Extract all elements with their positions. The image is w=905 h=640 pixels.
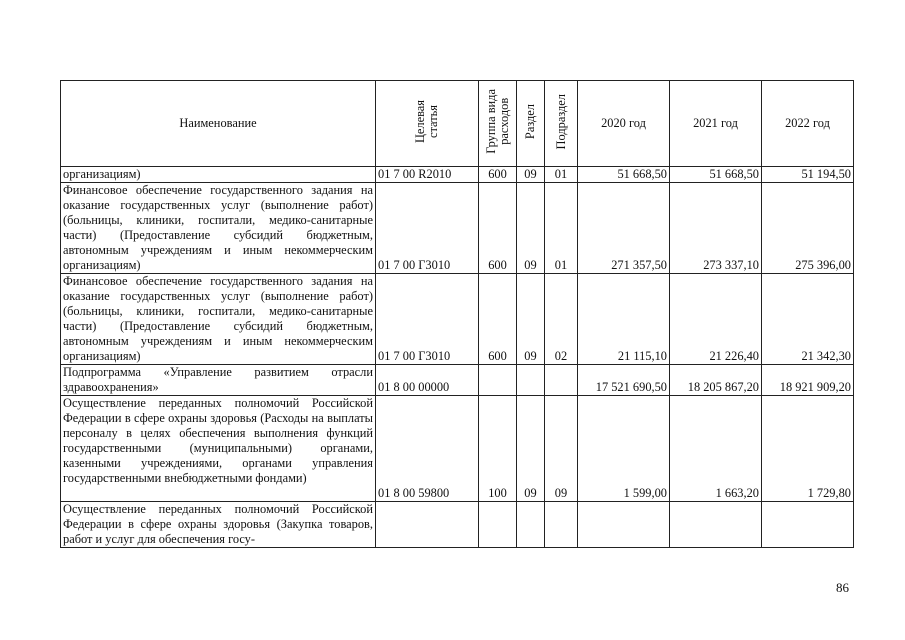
row-2022-value: 275 396,00: [795, 258, 851, 272]
row-2021: [670, 365, 762, 396]
table-row: [61, 274, 854, 365]
row-2020-value: 1 599,00: [623, 486, 667, 500]
row-target-code-value: 01 7 00 Г3010: [378, 349, 451, 363]
row-2022: [762, 502, 854, 548]
row-2021: [670, 183, 762, 274]
row-section: [517, 396, 545, 502]
row-2020-value: 17 521 690,50: [595, 380, 667, 394]
table-row: [61, 365, 854, 396]
row-2021-value: 273 337,10: [703, 258, 759, 272]
row-target-code: [376, 502, 479, 548]
row-expense-group-value: 600: [488, 349, 507, 363]
row-target-code-value: 01 7 00 Г3010: [378, 258, 451, 272]
table-row: [61, 396, 854, 502]
row-expense-group: [479, 183, 517, 274]
row-2020: [578, 274, 670, 365]
row-section-value: 09: [524, 167, 537, 181]
row-target-code: [376, 365, 479, 396]
row-name: Осуществление переданных полномочий Российской Федерации в сфере охраны здоровья (Закупка товаров, работ и услуг для обеспечения госу-: [61, 502, 376, 548]
header-subsection-label: Подраздел: [553, 93, 568, 150]
header-2022: 2022 год: [762, 81, 854, 167]
row-2021-value: 21 226,40: [709, 349, 759, 363]
row-section-value: 09: [524, 486, 537, 500]
budget-table: [60, 80, 854, 548]
row-name: Осуществление переданных полномочий Российской Федерации в сфере охраны здоровья (Расходы на выплаты персоналу в целях обеспечения выполнения функций государственными (муниципальными) органами, казенными учреждениями, органами управления государственными внебюджетными фондами): [61, 396, 376, 502]
row-subsection: [545, 365, 578, 396]
row-2020: [578, 396, 670, 502]
row-section: [517, 274, 545, 365]
row-expense-group-value: 100: [488, 486, 507, 500]
row-2020: [578, 183, 670, 274]
header-group: [479, 81, 517, 167]
row-target-code: [376, 274, 479, 365]
row-target-code: [376, 396, 479, 502]
row-2020-value: 271 357,50: [611, 258, 667, 272]
header-subsection: [545, 81, 578, 167]
header-section-label: Раздел: [523, 103, 537, 140]
row-2020: [578, 365, 670, 396]
row-section: [517, 502, 545, 548]
header-2021: 2021 год: [670, 81, 762, 167]
row-2022: [762, 396, 854, 502]
row-name: организациям): [61, 167, 376, 183]
header-name: Наименование: [61, 81, 376, 167]
header-target-label: Целевая статья: [413, 99, 440, 144]
row-target-code-value: 01 8 00 00000: [378, 380, 450, 394]
row-2022: [762, 167, 854, 183]
table-row: [61, 167, 854, 183]
row-target-code: [376, 183, 479, 274]
header-2020: 2020 год: [578, 81, 670, 167]
row-name: Подпрограмма «Управление развитием отрасли здравоохранения»: [61, 365, 376, 396]
row-target-code: [376, 167, 479, 183]
table-row: [61, 502, 854, 548]
row-2020: [578, 502, 670, 548]
row-subsection: [545, 167, 578, 183]
row-expense-group-value: 600: [488, 167, 507, 181]
row-2022-value: 21 342,30: [801, 349, 851, 363]
row-2022-value: 1 729,80: [807, 486, 851, 500]
row-subsection-value: 09: [554, 486, 568, 500]
table-body: [61, 167, 854, 548]
row-2020-value: 51 668,50: [617, 167, 667, 181]
row-section-value: 09: [524, 258, 537, 272]
row-2022-value: 18 921 909,20: [779, 380, 851, 394]
header-group-label: Группа вида расходов: [483, 89, 511, 154]
row-expense-group: [479, 274, 517, 365]
row-name: Финансовое обеспечение государственного задания на оказание государственных услуг (выполнение работ) (больницы, клиники, госпитали, медико-санитарные части) (Предоставление субсидий бюджетным, автономным учреждениям и иным некоммерческим организациям): [61, 274, 376, 365]
row-2021: [670, 274, 762, 365]
page-number: 86: [836, 580, 849, 595]
row-expense-group: [479, 167, 517, 183]
row-expense-group: [479, 365, 517, 396]
row-section: [517, 167, 545, 183]
header-section: [517, 81, 545, 167]
row-subsection-value: 01: [554, 167, 568, 181]
row-section: [517, 365, 545, 396]
row-section: [517, 183, 545, 274]
row-2022: [762, 274, 854, 365]
row-subsection-value: 02: [554, 349, 568, 363]
row-2020: [578, 167, 670, 183]
row-subsection: [545, 396, 578, 502]
row-section-value: 09: [524, 349, 537, 363]
row-2021-value: 18 205 867,20: [687, 380, 759, 394]
row-subsection: [545, 502, 578, 548]
row-target-code-value: 01 8 00 59800: [378, 486, 450, 500]
header-row: [61, 81, 854, 167]
row-expense-group: [479, 502, 517, 548]
row-subsection: [545, 274, 578, 365]
row-2021: [670, 167, 762, 183]
row-expense-group-value: 600: [488, 258, 507, 272]
row-target-code-value: 01 7 00 R2010: [378, 167, 452, 181]
row-2022: [762, 365, 854, 396]
table-row: [61, 183, 854, 274]
row-2020-value: 21 115,10: [617, 349, 667, 363]
row-subsection-value: 01: [554, 258, 568, 272]
row-2022-value: 51 194,50: [801, 167, 851, 181]
row-2021-value: 1 663,20: [715, 486, 759, 500]
row-expense-group: [479, 396, 517, 502]
row-2021: [670, 502, 762, 548]
header-target: [376, 81, 479, 167]
row-2021: [670, 396, 762, 502]
row-2022: [762, 183, 854, 274]
row-2021-value: 51 668,50: [709, 167, 759, 181]
row-name: Финансовое обеспечение государственного задания на оказание государственных услуг (выполнение работ) (больницы, клиники, госпитали, медико-санитарные части) (Предоставление субсидий бюджетным, автономным учреждениям и иным некоммерческим организациям): [61, 183, 376, 274]
row-subsection: [545, 183, 578, 274]
